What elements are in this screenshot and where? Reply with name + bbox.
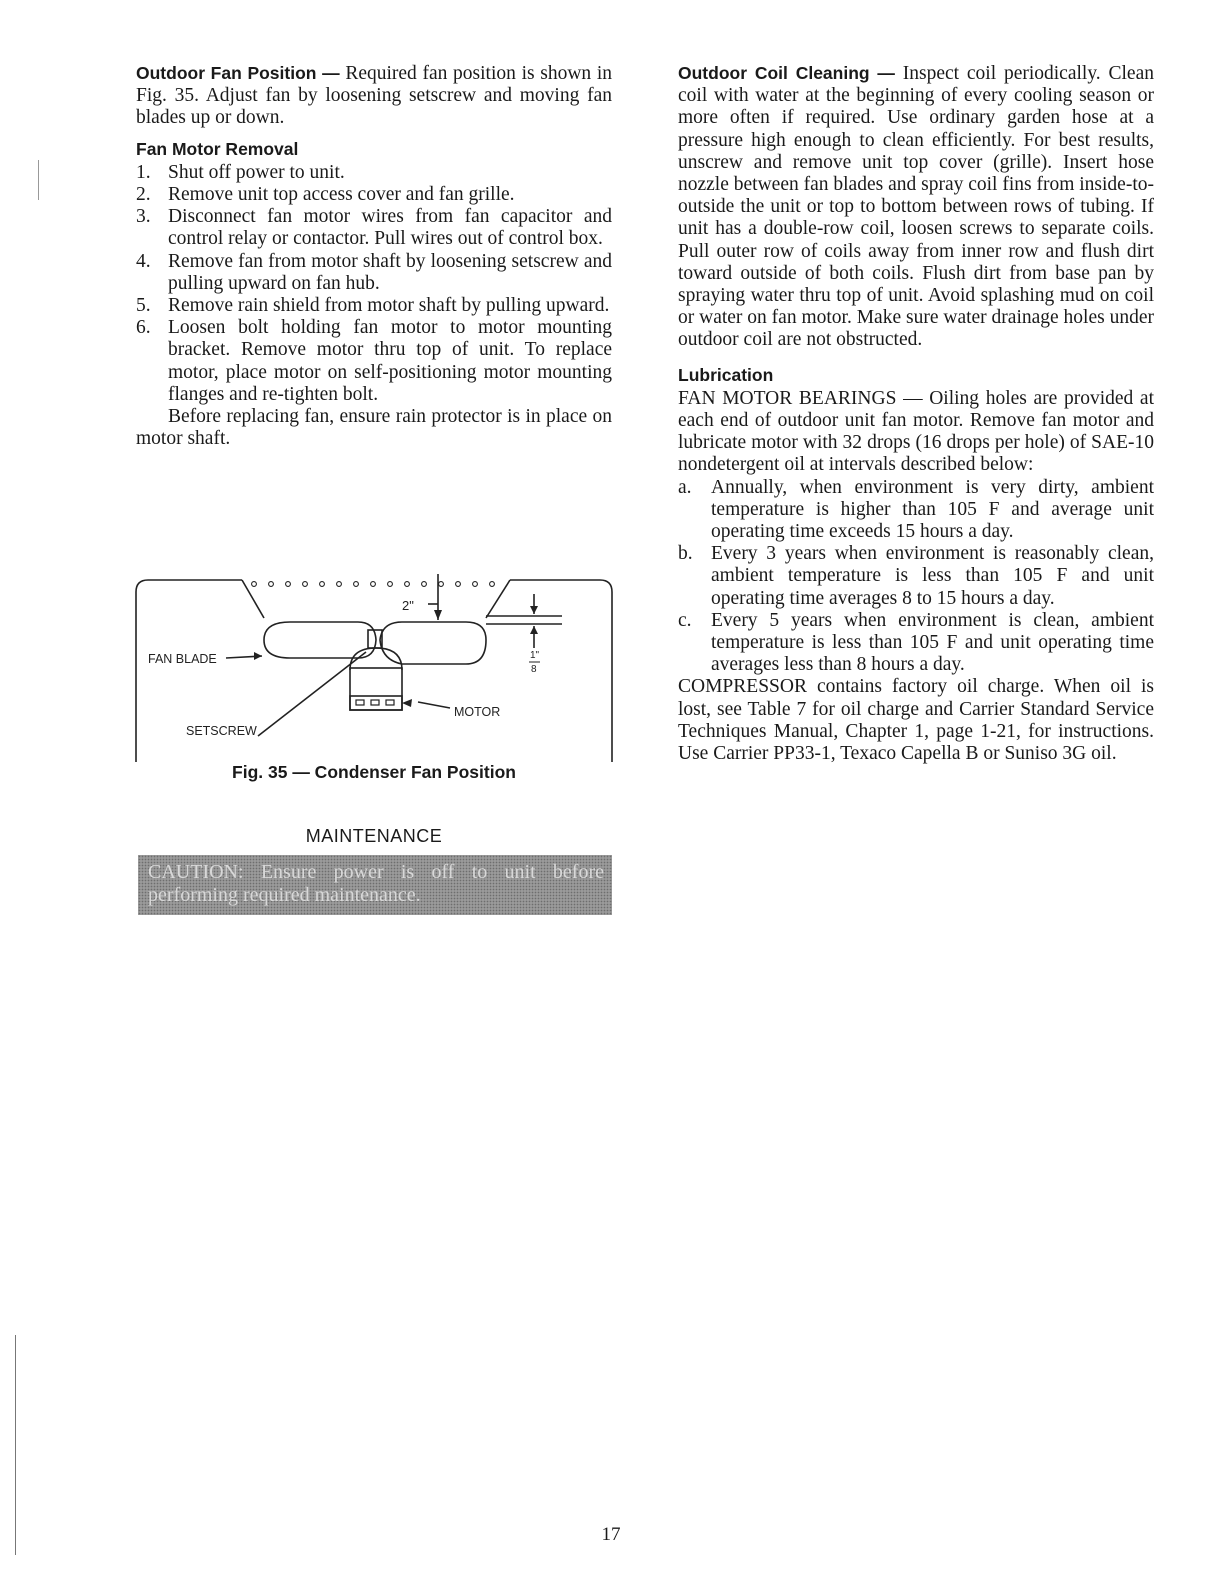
figure-caption: Fig. 35 — Condenser Fan Position bbox=[232, 762, 516, 782]
list-item: 6. Loosen bolt holding fan motor to motor mounting bracket. Remove motor thru top of unit. To replace motor, place motor on self-positioning motor mounting flanges and re-tighten bolt. bbox=[136, 317, 612, 405]
setscrew-label: SETSCREW bbox=[186, 724, 257, 738]
list-item: c. Every 5 years when environment is clean, ambient temperature is less than 105 F and unit operating time averages less than 8 hours a day. bbox=[678, 609, 1154, 676]
coil-cleaning-text: Inspect coil periodically. Clean coil with water at the beginning of every cooling season or more often if required. Use ordinary garden hose at a pressure high enough to clean efficiently. For best results, unscrew and remove unit top cover (grille). Insert hose nozzle between fan blades and spray coil fins from inside-to-outside the unit or top to bottom between rows of tubing. If unit has a double-row coil, loosen screws to separate coils. Pull outer row of coils away from inner row and flush dirt toward outside of both coils. Flush dirt from base pan by spraying water thru top of unit. Avoid splashing mud on coil or water on fan motor. Make sure water drainage holes under outdoor coil are not obstructed. bbox=[678, 63, 1154, 351]
rain-protector-note: Before replacing fan, ensure rain protector is in place on motor shaft. bbox=[136, 406, 612, 450]
list-item: b. Every 3 years when environment is reasonably clean, ambient temperature is less than 105 F and unit operating time averages 8 to 15 hours a day. bbox=[678, 543, 1154, 609]
motor-label: MOTOR bbox=[454, 705, 501, 719]
caution-text: CAUTION: Ensure power is off to unit before performing required maintenance. bbox=[148, 861, 604, 906]
coil-cleaning-heading: Outdoor Coil Cleaning — bbox=[678, 63, 895, 83]
left-column bbox=[136, 62, 612, 450]
coil-cleaning-paragraph bbox=[678, 62, 1154, 352]
eighth-inch-numerator: 1" bbox=[530, 650, 540, 661]
list-item: 3. Disconnect fan motor wires from fan capacitor and control relay or contactor. Pull wires out of control box. bbox=[136, 206, 612, 250]
fan-position-text: Required fan position is shown in Fig. 35. Adjust fan by loosening setscrew and moving fan blades up or down. bbox=[136, 63, 613, 129]
fan-motor-bearings-paragraph: FAN MOTOR BEARINGS — Oiling holes are provided at each end of outdoor unit fan motor. Remove fan motor and lubricate motor with 32 drops (16 drops per hole) of SAE-10 nondetergent oil at intervals described below: bbox=[678, 387, 1154, 476]
compressor-paragraph: COMPRESSOR contains factory oil charge. When oil is lost, see Table 7 for oil charge and Carrier Standard Service Techniques Manual, Chapter 1, page 1-21, for instructions. Use Carrier PP33-1, Texaco Capella B or Suniso 3G oil. bbox=[678, 676, 1154, 765]
fan-position-paragraph bbox=[136, 62, 612, 130]
page-number: 17 bbox=[601, 1524, 621, 1545]
caution-box bbox=[138, 855, 612, 915]
list-item: 4. Remove fan from motor shaft by loosening setscrew and pulling upward on fan hub. bbox=[136, 250, 612, 294]
fan-blade-label: FAN BLADE bbox=[148, 652, 217, 666]
list-item: 1. Shut off power to unit. bbox=[136, 161, 345, 183]
lubrication-heading: Lubrication bbox=[678, 364, 774, 385]
removal-steps-list bbox=[136, 162, 612, 406]
two-inch-label: 2" bbox=[402, 598, 414, 613]
scan-mark bbox=[38, 160, 39, 200]
lubrication-intervals-list bbox=[678, 477, 1154, 677]
scan-edge-line bbox=[15, 1335, 16, 1555]
fan-position-heading: Outdoor Fan Position — bbox=[136, 63, 340, 83]
list-item: 2. Remove unit top access cover and fan grille. bbox=[136, 184, 515, 206]
list-item: a. Annually, when environment is very dirty, ambient temperature is higher than 105 F and average unit operating time exceeds 15 hours a day. bbox=[678, 476, 1154, 543]
list-item: 5. Remove rain shield from motor shaft by pulling upward. bbox=[136, 295, 610, 317]
maintenance-heading: MAINTENANCE bbox=[305, 826, 443, 846]
fan-motor-removal-heading: Fan Motor Removal bbox=[136, 138, 299, 159]
eighth-inch-denominator: 8 bbox=[531, 664, 537, 675]
right-column bbox=[678, 62, 1154, 765]
condenser-fan-figure bbox=[130, 560, 618, 766]
